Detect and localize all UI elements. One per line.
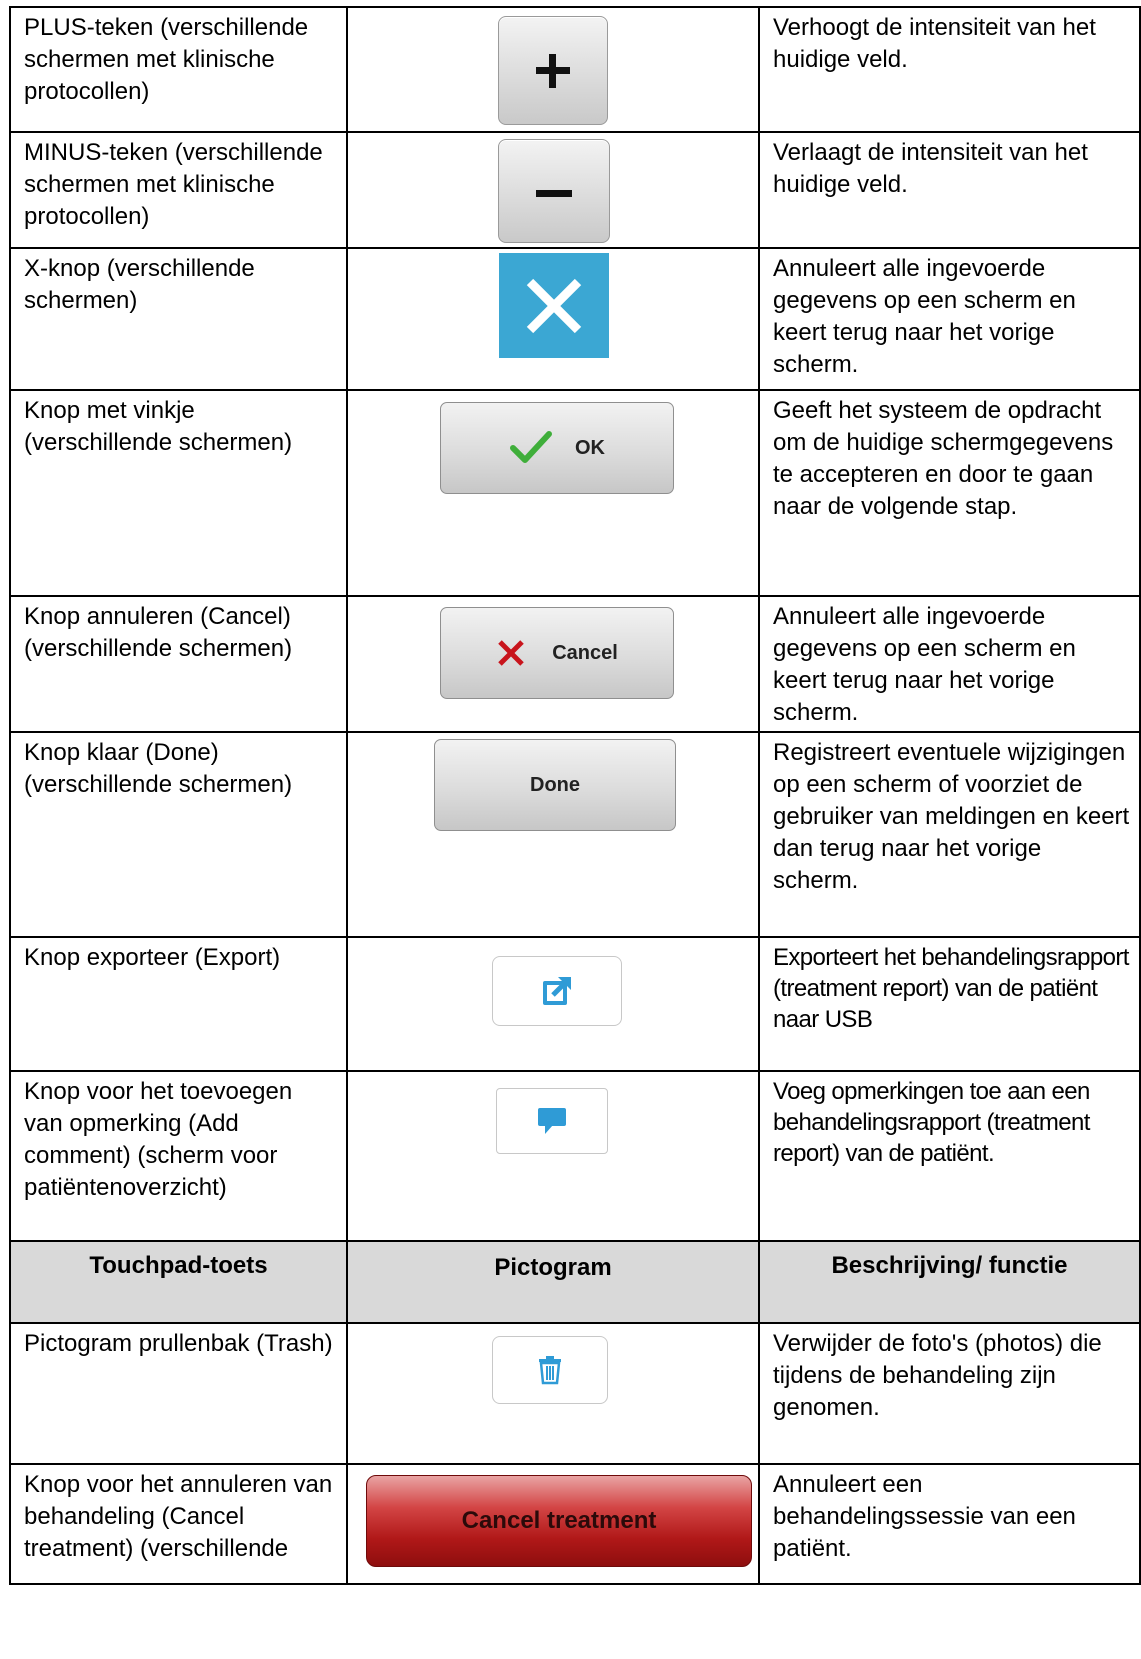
key-description: Verlaagt de intensiteit van het huidige veld.: [773, 139, 1088, 198]
key-description: Annuleert een behandelingssessie van een patiënt.: [773, 1471, 1076, 1562]
key-description: Geeft het systeem de opdracht om de huidige schermgegevens te accepteren en door te gaan naar de volgende stap.: [773, 397, 1114, 520]
key-description: Verwijder de foto's (photos) die tijdens de behandeling zijn genomen.: [773, 1330, 1102, 1421]
table-row: [10, 248, 1140, 390]
key-name: X-knop (verschillende schermen): [24, 255, 255, 314]
table-row: [10, 937, 1140, 1071]
table-row: [10, 132, 1140, 248]
table-row: [10, 732, 1140, 937]
table-row: [10, 1071, 1140, 1241]
table-header-row: [10, 1241, 1140, 1323]
checkmark-icon: [509, 430, 553, 466]
header-icon: Pictogram: [494, 1254, 612, 1281]
plus-icon: [499, 17, 607, 124]
key-description: Annuleert alle ingevoerde gegevens op een scherm en keert terug naar het vorige scherm.: [773, 603, 1076, 726]
cancel-x-icon: [496, 638, 526, 668]
table-row: [10, 390, 1140, 596]
close-icon: [524, 276, 584, 336]
done-button[interactable]: [434, 739, 676, 831]
trash-icon: [537, 1355, 563, 1385]
key-name: Knop annuleren (Cancel) (verschillende schermen): [24, 603, 293, 662]
comment-icon: [536, 1106, 568, 1136]
key-description: Verhoogt de intensiteit van het huidige veld.: [773, 14, 1096, 73]
key-description: Exporteert het behandelingsrapport (treatment report) van de patiënt naar USB: [773, 944, 1129, 1033]
export-button[interactable]: [492, 956, 622, 1026]
done-button-label: Done: [530, 773, 580, 796]
add-comment-button[interactable]: [496, 1088, 608, 1154]
table-row: [10, 596, 1140, 732]
minus-icon: [499, 140, 609, 242]
ok-button[interactable]: [440, 402, 674, 494]
header-touchpad-key: Touchpad-toets: [89, 1252, 268, 1279]
key-name: Pictogram prullenbak (Trash): [24, 1330, 333, 1357]
key-name: Knop met vinkje (verschillende schermen): [24, 397, 293, 456]
export-icon: [540, 974, 574, 1008]
cancel-treatment-button[interactable]: [366, 1475, 752, 1567]
key-name: Knop voor het toevoegen van opmerking (Add comment) (scherm voor patiëntenoverzicht): [24, 1078, 293, 1201]
cancel-button-label: Cancel: [552, 641, 618, 664]
key-name: Knop voor het annuleren van behandeling (Cancel treatment) (verschillende: [24, 1471, 333, 1562]
key-description: Annuleert alle ingevoerde gegevens op een scherm en keert terug naar het vorige scherm.: [773, 255, 1076, 378]
key-name: PLUS-teken (verschillende schermen met klinische protocollen): [24, 14, 309, 105]
key-name: Knop klaar (Done) (verschillende schermen): [24, 739, 293, 798]
cancel-treatment-button-label: Cancel treatment: [461, 1507, 657, 1534]
touchpad-keys-table: [9, 6, 1141, 1585]
key-name: MINUS-teken (verschillende schermen met klinische protocollen): [24, 139, 323, 230]
trash-button[interactable]: [492, 1336, 608, 1404]
ok-button-label: OK: [575, 436, 605, 459]
key-name: Knop exporteer (Export): [24, 944, 281, 971]
table-row: [10, 1464, 1140, 1584]
header-description: Beschrijving/ functie: [831, 1252, 1068, 1279]
minus-button[interactable]: [498, 139, 610, 243]
cancel-button[interactable]: [440, 607, 674, 699]
x-button[interactable]: [499, 253, 609, 358]
table-row: [10, 1323, 1140, 1464]
key-description: Voeg opmerkingen toe aan een behandelingsrapport (treatment report) van de patiënt.: [773, 1078, 1090, 1167]
plus-button[interactable]: [498, 16, 608, 125]
table-row: [10, 7, 1140, 132]
key-description: Registreert eventuele wijzigingen op een scherm of voorziet de gebruiker van meldingen en keert dan terug naar het vorige scherm.: [773, 739, 1130, 894]
